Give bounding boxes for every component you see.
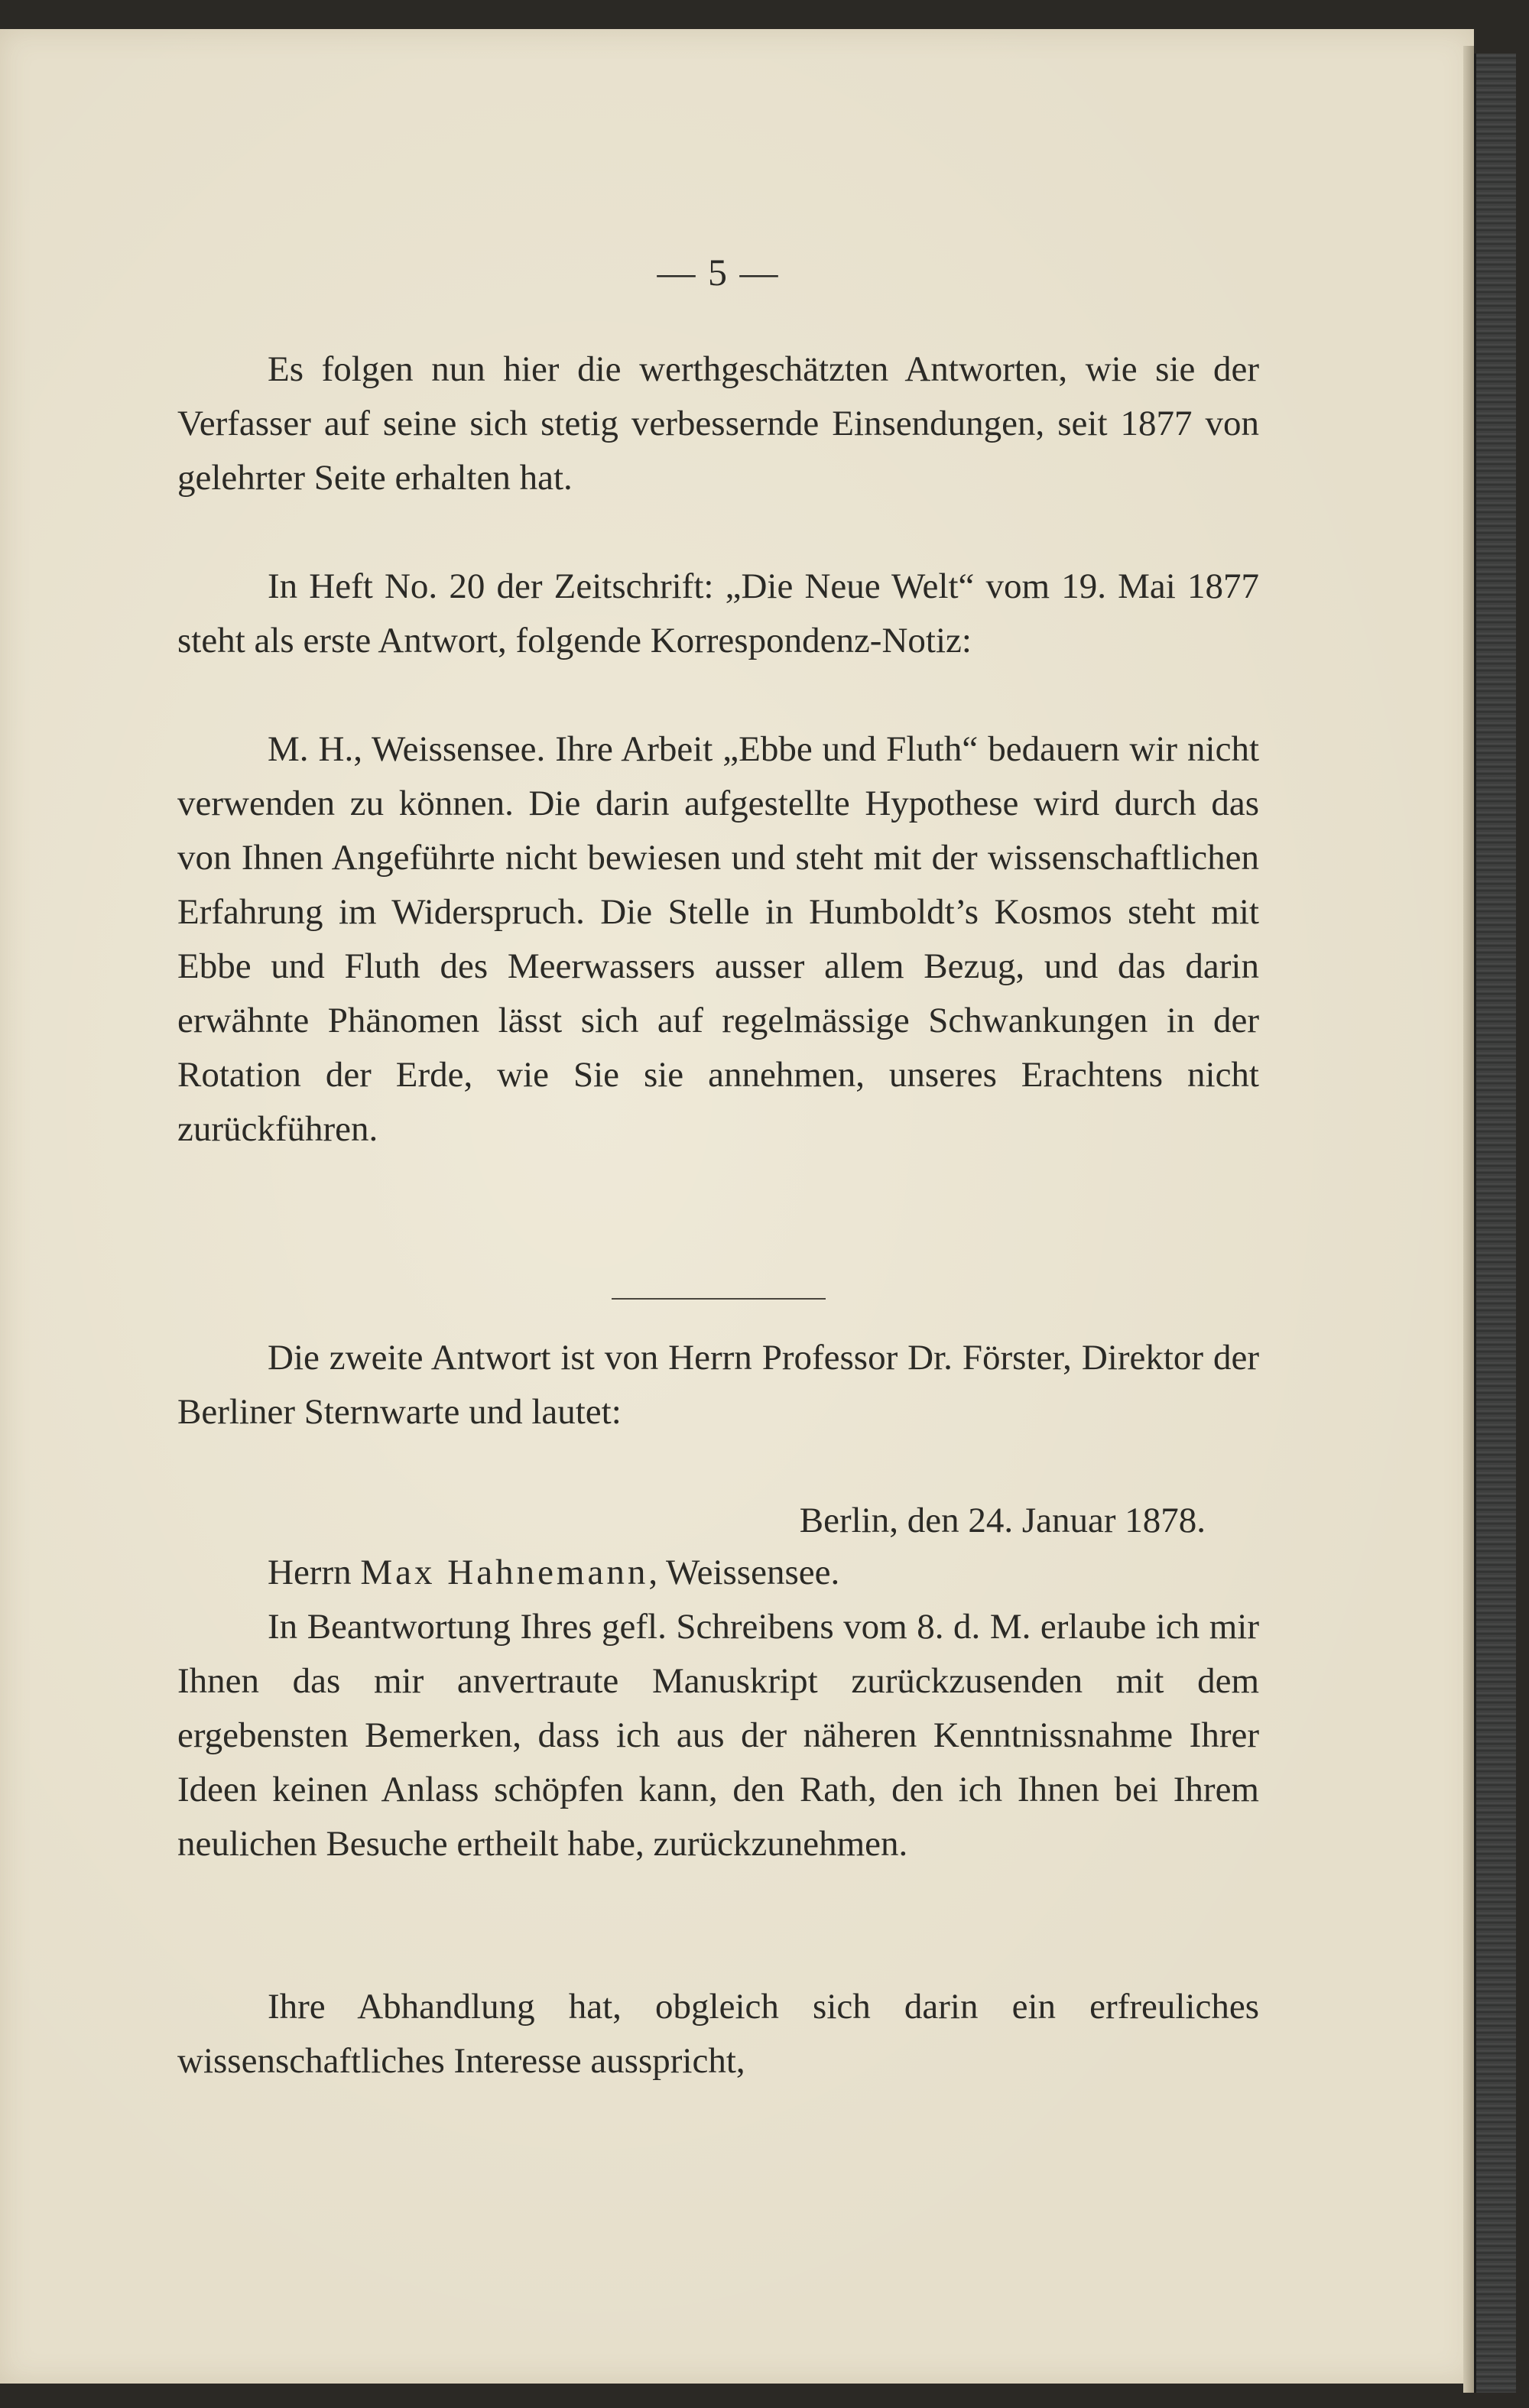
salutation-suffix: , Weissensee. bbox=[648, 1553, 840, 1592]
book-cover-board bbox=[1474, 54, 1516, 2393]
paragraph-zweite-antwort: Die zweite Antwort ist von Herrn Professor Dr. Förster, Direktor der Berliner Sternwarte und lautet: bbox=[177, 1338, 1259, 1432]
paragraph-heft: In Heft No. 20 der Zeitschrift: „Die Neue Welt“ vom 19. Mai 1877 steht als erste Antwort, folgende Korrespondenz-Notiz: bbox=[177, 566, 1259, 660]
paragraph-notiz: M. H., Weissensee. Ihre Arbeit „Ebbe und Fluth“ bedauern wir nicht verwenden zu können. Die darin aufgestellte Hypothese wird durch das von Ihnen Angeführte nicht bewiesen und steht mit der wissenschaftlichen Erfahrung im Widerspruch. Die Stelle in Humboldt’s Kosmos steht mit Ebbe und Fluth des Meerwassers ausser allem Bezug, und das darin erwähnte Phänomen lässt sich auf regelmässige Schwankungen in der Rotation der Erde, wie Sie sie annehmen, unseres Erachtens nicht zurückführen. bbox=[177, 729, 1259, 1149]
salutation-prefix: Herrn bbox=[268, 1553, 352, 1592]
letter-salutation bbox=[268, 1546, 1261, 1600]
paragraph-beantwortung: In Beantwortung Ihres gefl. Schreibens vom 8. d. M. erlaube ich mir Ihnen das mir anvertraute Manuskript zurückzusenden mit dem ergebensten Bemerken, dass ich aus der näheren Kenntnissnahme Ihrer Ideen keinen Anlass schöpfen kann, den Rath, den ich Ihnen bei Ihrem neulichen Besuche ertheilt habe, zurückzunehmen. bbox=[177, 1607, 1259, 1864]
paragraph-intro: Es folgen nun hier die werthgeschätzten Antworten, wie sie der Verfasser auf seine sich stetig verbessernde Einsendungen, seit 1877 von gelehrter Seite erhalten hat. bbox=[177, 349, 1259, 498]
paragraph-abhandlung: Ihre Abhandlung hat, obgleich sich darin ein erfreuliches wissenschaftliches Interesse ausspricht, bbox=[177, 1987, 1259, 2081]
page-number: — 5 — bbox=[657, 251, 780, 294]
page-edge bbox=[1463, 46, 1474, 2393]
section-divider bbox=[612, 1298, 826, 1300]
salutation-name: Max Hahnemann bbox=[360, 1553, 649, 1592]
book-page bbox=[0, 29, 1474, 2384]
letter-dateline: Berlin, den 24. Januar 1878. bbox=[799, 1501, 1206, 1540]
